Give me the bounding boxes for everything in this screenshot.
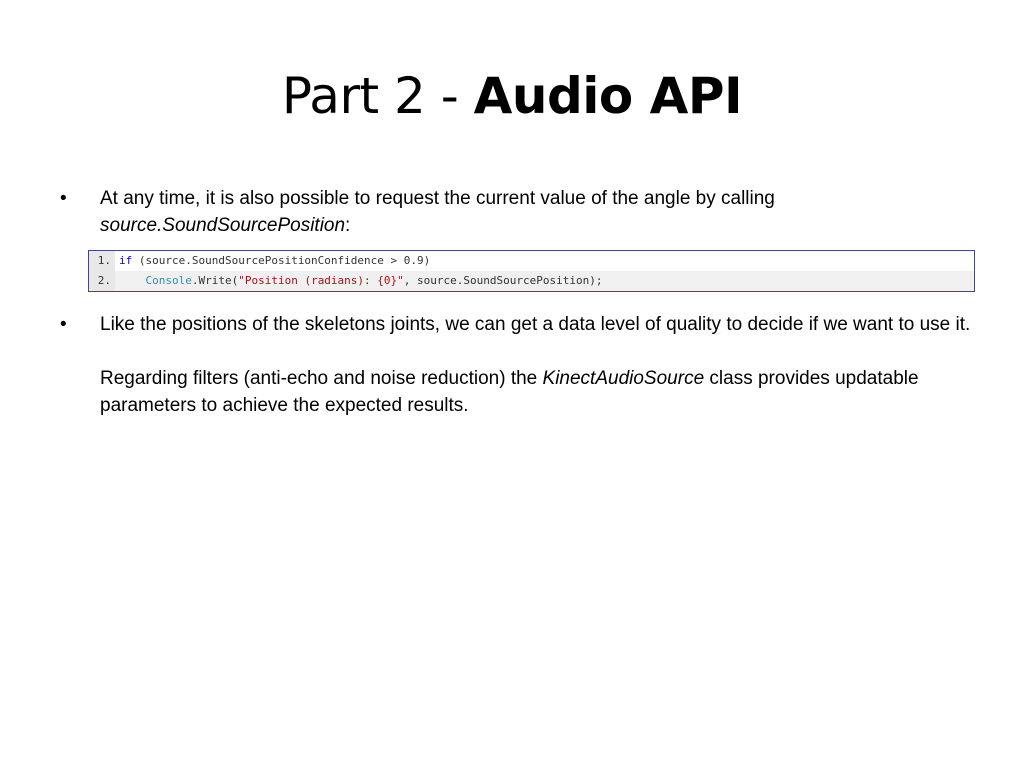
code-method: .Write( <box>191 274 239 287</box>
code-keyword: if <box>119 254 133 267</box>
code-rest: , source.SoundSourcePosition); <box>403 274 603 287</box>
paragraph-gap <box>100 338 980 365</box>
bullet-1-line1: At any time, it is also possible to request the current value of the angle by calling <box>100 188 775 209</box>
code-type: Console <box>145 274 192 287</box>
slide-title <box>0 62 1024 130</box>
bullet-1 <box>100 185 980 239</box>
bullet-2-para2-suffix: class provides updatable parameters to achieve the expected results. <box>100 368 919 416</box>
bullet-2-para1: Like the positions of the skeletons joints, we can get a data level of quality to decide if we want to use it. <box>100 314 971 335</box>
code-string: "Position (radians): {0}" <box>238 274 404 287</box>
bullet-2-para2-prefix: Regarding filters (anti-echo and noise reduction) the <box>100 368 543 389</box>
bullet-2 <box>100 311 980 419</box>
code-text <box>119 271 602 291</box>
code-rest: (source.SoundSourcePositionConfidence > 0.9) <box>132 254 431 267</box>
title-plain: Part 2 - <box>281 67 474 125</box>
code-line-1 <box>89 251 974 271</box>
code-line-2 <box>89 271 974 291</box>
code-text <box>119 251 430 271</box>
bullet-marker-2: • <box>60 314 67 335</box>
line-number: 1. <box>89 251 115 271</box>
bullet-2-para2 <box>100 365 980 419</box>
code-indent <box>119 274 146 287</box>
title-bold: Audio API <box>473 67 743 125</box>
bullet-1-code-ref: source.SoundSourcePosition <box>100 215 346 236</box>
line-number: 2. <box>89 271 115 291</box>
bullet-marker-1: • <box>60 188 67 209</box>
bullet-2-class-ref: KinectAudioSource <box>542 368 705 389</box>
code-snippet <box>88 250 975 292</box>
bullet-1-line2 <box>100 212 980 239</box>
bullet-1-suffix: : <box>345 215 351 236</box>
